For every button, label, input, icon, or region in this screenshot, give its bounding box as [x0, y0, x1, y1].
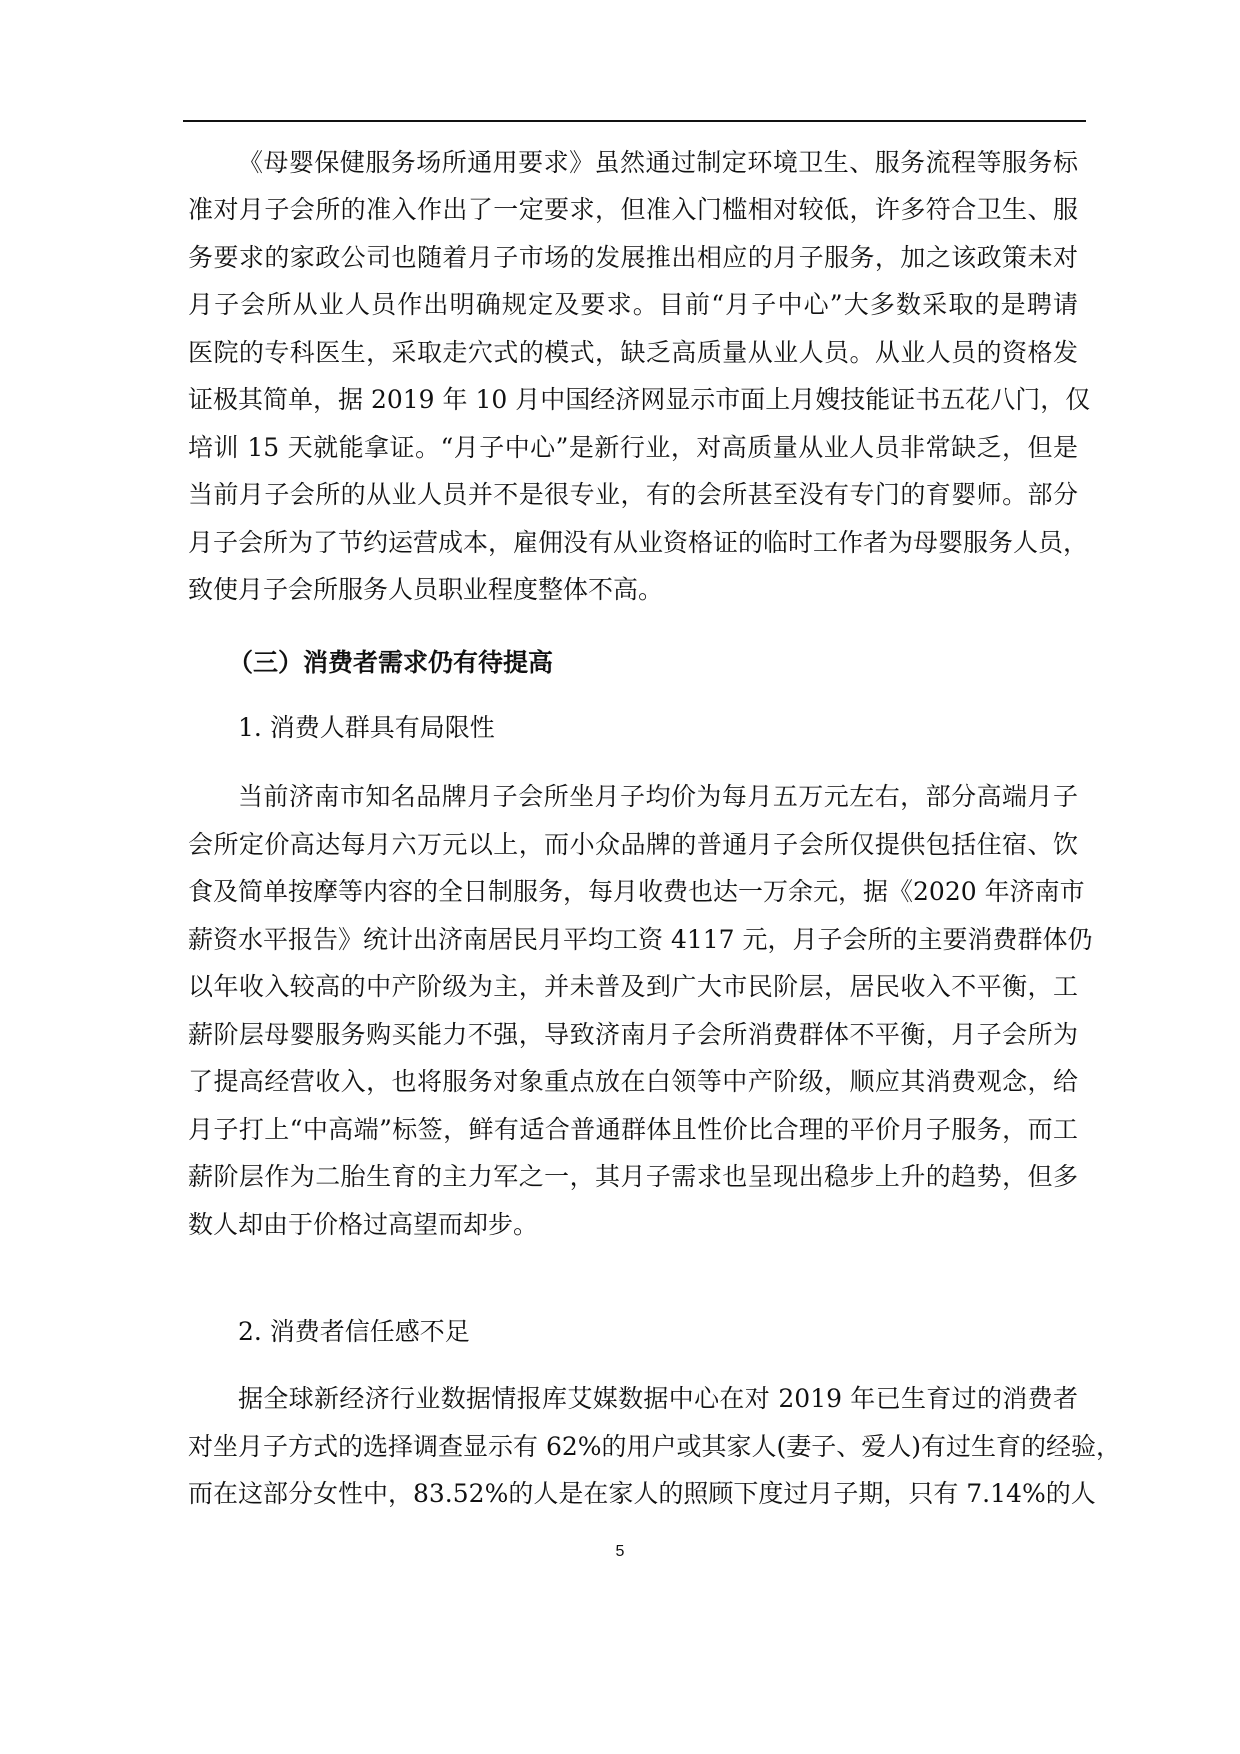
paragraph-line: 对坐月子方式的选择调查显示有 62%的用户或其家人(妻子、爱人)有过生育的经验，	[188, 1432, 1122, 1461]
paragraph-line: 数人却由于价格过高望而却步。	[188, 1210, 539, 1239]
paragraph-line: 食及简单按摩等内容的全日制服务，每月收费也达一万余元，据《2020 年济南市	[188, 877, 1085, 906]
paragraph-line: 月子会所从业人员作出明确规定及要求。目前“月子中心”大多数采取的是聘请	[188, 290, 1078, 319]
paragraph-line: 了提高经营收入，也将服务对象重点放在白领等中产阶级，顺应其消费观念，给	[188, 1067, 1078, 1096]
paragraph-line: 务要求的家政公司也随着月子市场的发展推出相应的月子服务，加之该政策未对	[188, 243, 1078, 272]
paragraph-line: 证极其简单，据 2019 年 10 月中国经济网显示市面上月嫂技能证书五花八门，仅	[188, 385, 1091, 414]
paragraph-line: 当前济南市知名品牌月子会所坐月子均价为每月五万元左右，部分高端月子	[238, 782, 1078, 811]
paragraph-line: 致使月子会所服务人员职业程度整体不高。	[188, 575, 664, 604]
paragraph-line: 准对月子会所的准入作出了一定要求，但准入门槛相对较低，许多符合卫生、服	[188, 195, 1078, 224]
header-rule	[183, 120, 1086, 122]
paragraph-line: 医院的专科医生，采取走穴式的模式，缺乏高质量从业人员。从业人员的资格发	[188, 338, 1078, 367]
paragraph-line: 以年收入较高的中产阶级为主，并未普及到广大市民阶层，居民收入不平衡，工	[188, 972, 1078, 1001]
paragraph-line: 会所定价高达每月六万元以上，而小众品牌的普通月子会所仅提供包括住宿、饮	[188, 830, 1078, 859]
subsection-heading: 1. 消费人群具有局限性	[238, 713, 495, 742]
section-heading: （三）消费者需求仍有待提高	[228, 648, 554, 677]
paragraph-line: 据全球新经济行业数据情报库艾媒数据中心在对 2019 年已生育过的消费者	[238, 1384, 1078, 1413]
paragraph-line: 而在这部分女性中，83.52%的人是在家人的照顾下度过月子期，只有 7.14%的人	[188, 1479, 1096, 1508]
paragraph-line: 月子打上“中高端”标签，鲜有适合普通群体且性价比合理的平价月子服务，而工	[188, 1115, 1078, 1144]
subsection-heading: 2. 消费者信任感不足	[238, 1317, 470, 1346]
paragraph-line: 培训 15 天就能拿证。“月子中心”是新行业，对高质量从业人员非常缺乏，但是	[188, 433, 1078, 462]
paragraph-line: 薪阶层作为二胎生育的主力军之一，其月子需求也呈现出稳步上升的趋势，但多	[188, 1162, 1078, 1191]
paragraph-line: 薪资水平报告》统计出济南居民月平均工资 4117 元，月子会所的主要消费群体仍	[188, 925, 1093, 954]
paragraph-line: 月子会所为了节约运营成本，雇佣没有从业资格证的临时工作者为母婴服务人员，	[188, 528, 1089, 557]
page-number: 5	[615, 1543, 625, 1560]
paragraph-line: 《母婴保健服务场所通用要求》虽然通过制定环境卫生、服务流程等服务标	[238, 148, 1078, 177]
paragraph-line: 薪阶层母婴服务购买能力不强，导致济南月子会所消费群体不平衡，月子会所为	[188, 1020, 1078, 1049]
paragraph-line: 当前月子会所的从业人员并不是很专业，有的会所甚至没有专门的育婴师。部分	[188, 480, 1078, 509]
